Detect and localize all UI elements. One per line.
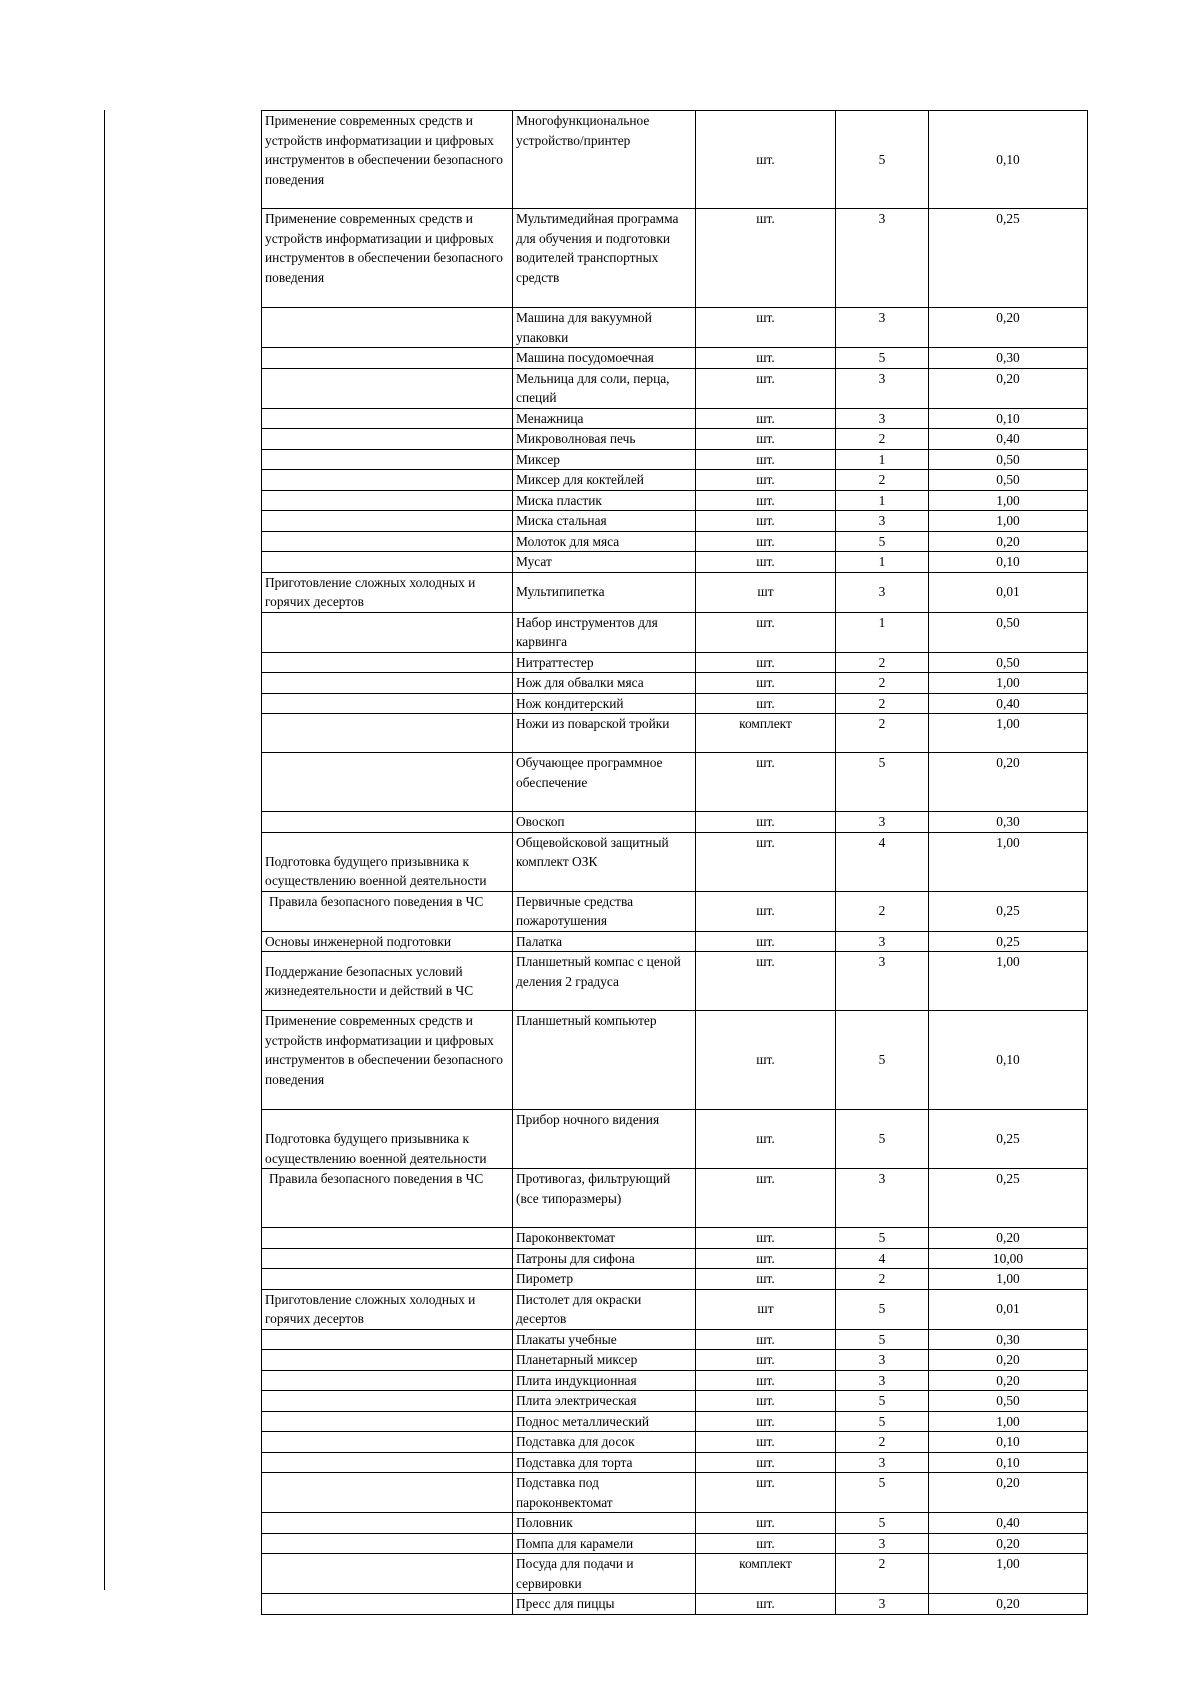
norm-cell: 0,10 <box>929 408 1088 429</box>
quantity-cell: 4 <box>836 832 929 891</box>
discipline-cell <box>262 1554 513 1594</box>
norm-cell: 0,20 <box>929 308 1088 348</box>
table-row <box>262 1289 1088 1329</box>
item-name-cell: Миксер для коктейлей <box>513 470 696 491</box>
unit-cell: шт. <box>696 673 836 694</box>
discipline-cell <box>262 449 513 470</box>
discipline-cell <box>262 348 513 369</box>
norm-cell: 0,40 <box>929 1513 1088 1534</box>
discipline-cell: Основы инженерной подготовки <box>262 931 513 952</box>
unit-cell: шт. <box>696 552 836 573</box>
table-row <box>262 812 1088 833</box>
discipline-cell <box>262 531 513 552</box>
quantity-cell: 5 <box>836 1513 929 1534</box>
discipline-cell: Подготовка будущего призывника к осуществлению военной деятельности <box>262 1110 513 1169</box>
discipline-cell <box>262 368 513 408</box>
item-name-cell: Патроны для сифона <box>513 1248 696 1269</box>
unit-cell: шт. <box>696 470 836 491</box>
discipline-cell <box>262 490 513 511</box>
unit-cell: шт. <box>696 652 836 673</box>
quantity-cell: 3 <box>836 572 929 612</box>
item-name-cell: Планшетный компьютер <box>513 1011 696 1110</box>
quantity-cell: 2 <box>836 1269 929 1290</box>
table-row <box>262 1329 1088 1350</box>
table-row <box>262 753 1088 812</box>
table-row <box>262 1452 1088 1473</box>
discipline-cell <box>262 1391 513 1412</box>
discipline-cell <box>262 1473 513 1513</box>
discipline-cell: Применение современных средств и устройств информатизации и цифровых инструментов в обеспечении безопасного поведения <box>262 1011 513 1110</box>
discipline-cell: Приготовление сложных холодных и горячих десертов <box>262 1289 513 1329</box>
norm-cell: 0,20 <box>929 368 1088 408</box>
discipline-cell <box>262 673 513 694</box>
norm-cell: 0,20 <box>929 1370 1088 1391</box>
discipline-cell <box>262 408 513 429</box>
table-row <box>262 308 1088 348</box>
unit-cell: шт. <box>696 1370 836 1391</box>
unit-cell: шт. <box>696 931 836 952</box>
unit-cell: шт. <box>696 408 836 429</box>
quantity-cell: 5 <box>836 111 929 209</box>
item-name-cell: Нитраттестер <box>513 652 696 673</box>
item-name-cell: Микроволновая печь <box>513 429 696 450</box>
discipline-cell <box>262 552 513 573</box>
item-name-cell: Овоскоп <box>513 812 696 833</box>
quantity-cell: 2 <box>836 673 929 694</box>
table-row <box>262 1228 1088 1249</box>
norm-cell: 1,00 <box>929 714 1088 753</box>
quantity-cell: 1 <box>836 490 929 511</box>
norm-cell: 0,50 <box>929 612 1088 652</box>
quantity-cell: 3 <box>836 511 929 532</box>
quantity-cell: 3 <box>836 952 929 1011</box>
table-row <box>262 714 1088 753</box>
unit-cell: шт. <box>696 1594 836 1615</box>
unit-cell: шт. <box>696 891 836 931</box>
norm-cell: 0,10 <box>929 1452 1088 1473</box>
unit-cell: шт. <box>696 531 836 552</box>
discipline-cell <box>262 753 513 812</box>
quantity-cell: 3 <box>836 308 929 348</box>
item-name-cell: Мельница для соли, перца, специй <box>513 368 696 408</box>
quantity-cell: 4 <box>836 1248 929 1269</box>
quantity-cell: 1 <box>836 552 929 573</box>
table-row <box>262 1432 1088 1453</box>
norm-cell: 0,40 <box>929 429 1088 450</box>
item-name-cell: Мусат <box>513 552 696 573</box>
table-row <box>262 209 1088 308</box>
quantity-cell: 5 <box>836 1289 929 1329</box>
table-row <box>262 1011 1088 1110</box>
item-name-cell: Плакаты учебные <box>513 1329 696 1350</box>
discipline-cell <box>262 812 513 833</box>
norm-cell: 0,20 <box>929 753 1088 812</box>
table-row <box>262 368 1088 408</box>
quantity-cell: 2 <box>836 470 929 491</box>
quantity-cell: 1 <box>836 612 929 652</box>
discipline-cell <box>262 1411 513 1432</box>
table-row <box>262 1370 1088 1391</box>
quantity-cell: 3 <box>836 1452 929 1473</box>
quantity-cell: 5 <box>836 1391 929 1412</box>
quantity-cell: 2 <box>836 429 929 450</box>
quantity-cell: 5 <box>836 1411 929 1432</box>
table-row <box>262 652 1088 673</box>
item-name-cell: Пресс для пиццы <box>513 1594 696 1615</box>
norm-cell: 0,50 <box>929 449 1088 470</box>
item-name-cell: Планетарный миксер <box>513 1350 696 1371</box>
item-name-cell: Первичные средства пожаротушения <box>513 891 696 931</box>
quantity-cell: 3 <box>836 408 929 429</box>
item-name-cell: Общевойсковой защитный комплект ОЗК <box>513 832 696 891</box>
item-name-cell: Многофункциональное устройство/принтер <box>513 111 696 209</box>
norm-cell: 1,00 <box>929 673 1088 694</box>
norm-cell: 0,50 <box>929 652 1088 673</box>
quantity-cell: 5 <box>836 1110 929 1169</box>
item-name-cell: Нож кондитерский <box>513 693 696 714</box>
unit-cell: шт <box>696 572 836 612</box>
item-name-cell: Половник <box>513 1513 696 1534</box>
unit-cell: шт. <box>696 308 836 348</box>
discipline-cell <box>262 1594 513 1615</box>
discipline-cell <box>262 429 513 450</box>
quantity-cell: 3 <box>836 1594 929 1615</box>
quantity-cell: 3 <box>836 1533 929 1554</box>
unit-cell: шт. <box>696 1533 836 1554</box>
unit-cell: шт. <box>696 209 836 308</box>
quantity-cell: 3 <box>836 368 929 408</box>
unit-cell: шт. <box>696 1011 836 1110</box>
norm-cell: 1,00 <box>929 832 1088 891</box>
table-row <box>262 449 1088 470</box>
quantity-cell: 2 <box>836 1554 929 1594</box>
discipline-cell <box>262 308 513 348</box>
discipline-cell <box>262 1248 513 1269</box>
discipline-cell <box>262 1269 513 1290</box>
norm-cell: 0,20 <box>929 531 1088 552</box>
table-row <box>262 693 1088 714</box>
table-row <box>262 1411 1088 1432</box>
norm-cell: 0,10 <box>929 111 1088 209</box>
table-row <box>262 1350 1088 1371</box>
table-row <box>262 111 1088 209</box>
table-row <box>262 931 1088 952</box>
unit-cell: шт. <box>696 111 836 209</box>
unit-cell: шт. <box>696 1350 836 1371</box>
item-name-cell: Плита индукционная <box>513 1370 696 1391</box>
discipline-cell <box>262 652 513 673</box>
table-row <box>262 1269 1088 1290</box>
norm-cell: 0,25 <box>929 1169 1088 1228</box>
norm-cell: 0,10 <box>929 1432 1088 1453</box>
table-row <box>262 348 1088 369</box>
discipline-cell <box>262 1329 513 1350</box>
discipline-cell <box>262 1452 513 1473</box>
unit-cell: шт. <box>696 1269 836 1290</box>
table-row <box>262 891 1088 931</box>
table-row <box>262 408 1088 429</box>
table-row <box>262 1391 1088 1412</box>
discipline-cell: Подготовка будущего призывника к осуществлению военной деятельности <box>262 832 513 891</box>
norm-cell: 0,30 <box>929 348 1088 369</box>
unit-cell: шт. <box>696 693 836 714</box>
quantity-cell: 3 <box>836 931 929 952</box>
discipline-cell: Применение современных средств и устройств информатизации и цифровых инструментов в обеспечении безопасного поведения <box>262 209 513 308</box>
quantity-cell: 3 <box>836 1169 929 1228</box>
unit-cell: шт <box>696 1289 836 1329</box>
table-row <box>262 429 1088 450</box>
norm-cell: 0,25 <box>929 1110 1088 1169</box>
item-name-cell: Ножи из поварской тройки <box>513 714 696 753</box>
table-row <box>262 612 1088 652</box>
norm-cell: 10,00 <box>929 1248 1088 1269</box>
item-name-cell: Обучающее программное обеспечение <box>513 753 696 812</box>
unit-cell: шт. <box>696 1513 836 1534</box>
quantity-cell: 3 <box>836 1350 929 1371</box>
item-name-cell: Планшетный компас с ценой деления 2 градуса <box>513 952 696 1011</box>
equipment-table <box>261 110 1088 1615</box>
table-row <box>262 1110 1088 1169</box>
table-row <box>262 1248 1088 1269</box>
table-row <box>262 511 1088 532</box>
table-row <box>262 1554 1088 1594</box>
norm-cell: 1,00 <box>929 490 1088 511</box>
unit-cell: шт. <box>696 812 836 833</box>
unit-cell: шт. <box>696 952 836 1011</box>
quantity-cell: 5 <box>836 1329 929 1350</box>
unit-cell: комплект <box>696 714 836 753</box>
norm-cell: 0,20 <box>929 1473 1088 1513</box>
norm-cell: 1,00 <box>929 1411 1088 1432</box>
discipline-cell <box>262 1370 513 1391</box>
item-name-cell: Помпа для карамели <box>513 1533 696 1554</box>
item-name-cell: Молоток для мяса <box>513 531 696 552</box>
table-row <box>262 952 1088 1011</box>
discipline-cell <box>262 470 513 491</box>
item-name-cell: Мультипипетка <box>513 572 696 612</box>
unit-cell: шт. <box>696 511 836 532</box>
unit-cell: шт. <box>696 348 836 369</box>
norm-cell: 0,25 <box>929 891 1088 931</box>
quantity-cell: 3 <box>836 209 929 308</box>
item-name-cell: Поднос металлический <box>513 1411 696 1432</box>
table-row <box>262 1533 1088 1554</box>
unit-cell: шт. <box>696 1473 836 1513</box>
item-name-cell: Палатка <box>513 931 696 952</box>
discipline-cell <box>262 714 513 753</box>
unit-cell: шт. <box>696 1411 836 1432</box>
discipline-cell <box>262 1533 513 1554</box>
item-name-cell: Машина посудомоечная <box>513 348 696 369</box>
item-name-cell: Подставка для торта <box>513 1452 696 1473</box>
unit-cell: шт. <box>696 1228 836 1249</box>
unit-cell: шт. <box>696 368 836 408</box>
quantity-cell: 2 <box>836 714 929 753</box>
table-row <box>262 490 1088 511</box>
discipline-cell <box>262 1350 513 1371</box>
norm-cell: 0,30 <box>929 812 1088 833</box>
norm-cell: 0,10 <box>929 1011 1088 1110</box>
item-name-cell: Подставка для досок <box>513 1432 696 1453</box>
discipline-cell: Поддержание безопасных условий жизнедеятельности и действий в ЧС <box>262 952 513 1011</box>
item-name-cell: Пирометр <box>513 1269 696 1290</box>
norm-cell: 0,20 <box>929 1533 1088 1554</box>
item-name-cell: Посуда для подачи и сервировки <box>513 1554 696 1594</box>
norm-cell: 0,25 <box>929 209 1088 308</box>
unit-cell: шт. <box>696 832 836 891</box>
norm-cell: 0,50 <box>929 470 1088 491</box>
quantity-cell: 3 <box>836 1370 929 1391</box>
norm-cell: 0,01 <box>929 572 1088 612</box>
norm-cell: 0,20 <box>929 1594 1088 1615</box>
table-row <box>262 470 1088 491</box>
unit-cell: шт. <box>696 429 836 450</box>
discipline-cell <box>262 1513 513 1534</box>
norm-cell: 1,00 <box>929 952 1088 1011</box>
unit-cell: шт. <box>696 449 836 470</box>
quantity-cell: 2 <box>836 693 929 714</box>
table-row <box>262 832 1088 891</box>
unit-cell: шт. <box>696 490 836 511</box>
item-name-cell: Пароконвектомат <box>513 1228 696 1249</box>
unit-cell: шт. <box>696 1391 836 1412</box>
norm-cell: 0,40 <box>929 693 1088 714</box>
table-row <box>262 1169 1088 1228</box>
item-name-cell: Набор инструментов для карвинга <box>513 612 696 652</box>
item-name-cell: Миска пластик <box>513 490 696 511</box>
table-row <box>262 1594 1088 1615</box>
discipline-cell: Применение современных средств и устройств информатизации и цифровых инструментов в обеспечении безопасного поведения <box>262 111 513 209</box>
quantity-cell: 2 <box>836 1432 929 1453</box>
unit-cell: шт. <box>696 1452 836 1473</box>
unit-cell: шт. <box>696 612 836 652</box>
norm-cell: 0,25 <box>929 931 1088 952</box>
norm-cell: 0,01 <box>929 1289 1088 1329</box>
quantity-cell: 5 <box>836 1473 929 1513</box>
quantity-cell: 1 <box>836 449 929 470</box>
quantity-cell: 5 <box>836 1228 929 1249</box>
discipline-cell <box>262 1432 513 1453</box>
item-name-cell: Подставка под пароконвектомат <box>513 1473 696 1513</box>
norm-cell: 1,00 <box>929 511 1088 532</box>
quantity-cell: 5 <box>836 1011 929 1110</box>
item-name-cell: Миска стальная <box>513 511 696 532</box>
norm-cell: 0,10 <box>929 552 1088 573</box>
unit-cell: шт. <box>696 1169 836 1228</box>
unit-cell: шт. <box>696 753 836 812</box>
unit-cell: шт. <box>696 1432 836 1453</box>
item-name-cell: Нож для обвалки мяса <box>513 673 696 694</box>
item-name-cell: Миксер <box>513 449 696 470</box>
table-row <box>262 552 1088 573</box>
norm-cell: 1,00 <box>929 1554 1088 1594</box>
quantity-cell: 2 <box>836 891 929 931</box>
discipline-cell <box>262 693 513 714</box>
discipline-cell <box>262 612 513 652</box>
norm-cell: 0,20 <box>929 1350 1088 1371</box>
norm-cell: 1,00 <box>929 1269 1088 1290</box>
table-row <box>262 673 1088 694</box>
unit-cell: шт. <box>696 1110 836 1169</box>
item-name-cell: Машина для вакуумной упаковки <box>513 308 696 348</box>
item-name-cell: Противогаз, фильтрующий (все типоразмеры) <box>513 1169 696 1228</box>
item-name-cell: Прибор ночного видения <box>513 1110 696 1169</box>
norm-cell: 0,20 <box>929 1228 1088 1249</box>
norm-cell: 0,50 <box>929 1391 1088 1412</box>
discipline-cell <box>262 1228 513 1249</box>
discipline-cell: Правила безопасного поведения в ЧС <box>262 1169 513 1228</box>
norm-cell: 0,30 <box>929 1329 1088 1350</box>
table-row <box>262 572 1088 612</box>
table-row <box>262 531 1088 552</box>
item-name-cell: Плита электрическая <box>513 1391 696 1412</box>
unit-cell: шт. <box>696 1248 836 1269</box>
item-name-cell: Пистолет для окраски десертов <box>513 1289 696 1329</box>
quantity-cell: 3 <box>836 812 929 833</box>
unit-cell: комплект <box>696 1554 836 1594</box>
item-name-cell: Менажница <box>513 408 696 429</box>
quantity-cell: 5 <box>836 348 929 369</box>
item-name-cell: Мультимедийная программа для обучения и подготовки водителей транспортных средств <box>513 209 696 308</box>
discipline-cell <box>262 511 513 532</box>
quantity-cell: 5 <box>836 753 929 812</box>
table-row <box>262 1513 1088 1534</box>
unit-cell: шт. <box>696 1329 836 1350</box>
quantity-cell: 2 <box>836 652 929 673</box>
discipline-cell: Правила безопасного поведения в ЧС <box>262 891 513 931</box>
discipline-cell: Приготовление сложных холодных и горячих десертов <box>262 572 513 612</box>
page-margin-line <box>104 110 105 1590</box>
quantity-cell: 5 <box>836 531 929 552</box>
table-row <box>262 1473 1088 1513</box>
